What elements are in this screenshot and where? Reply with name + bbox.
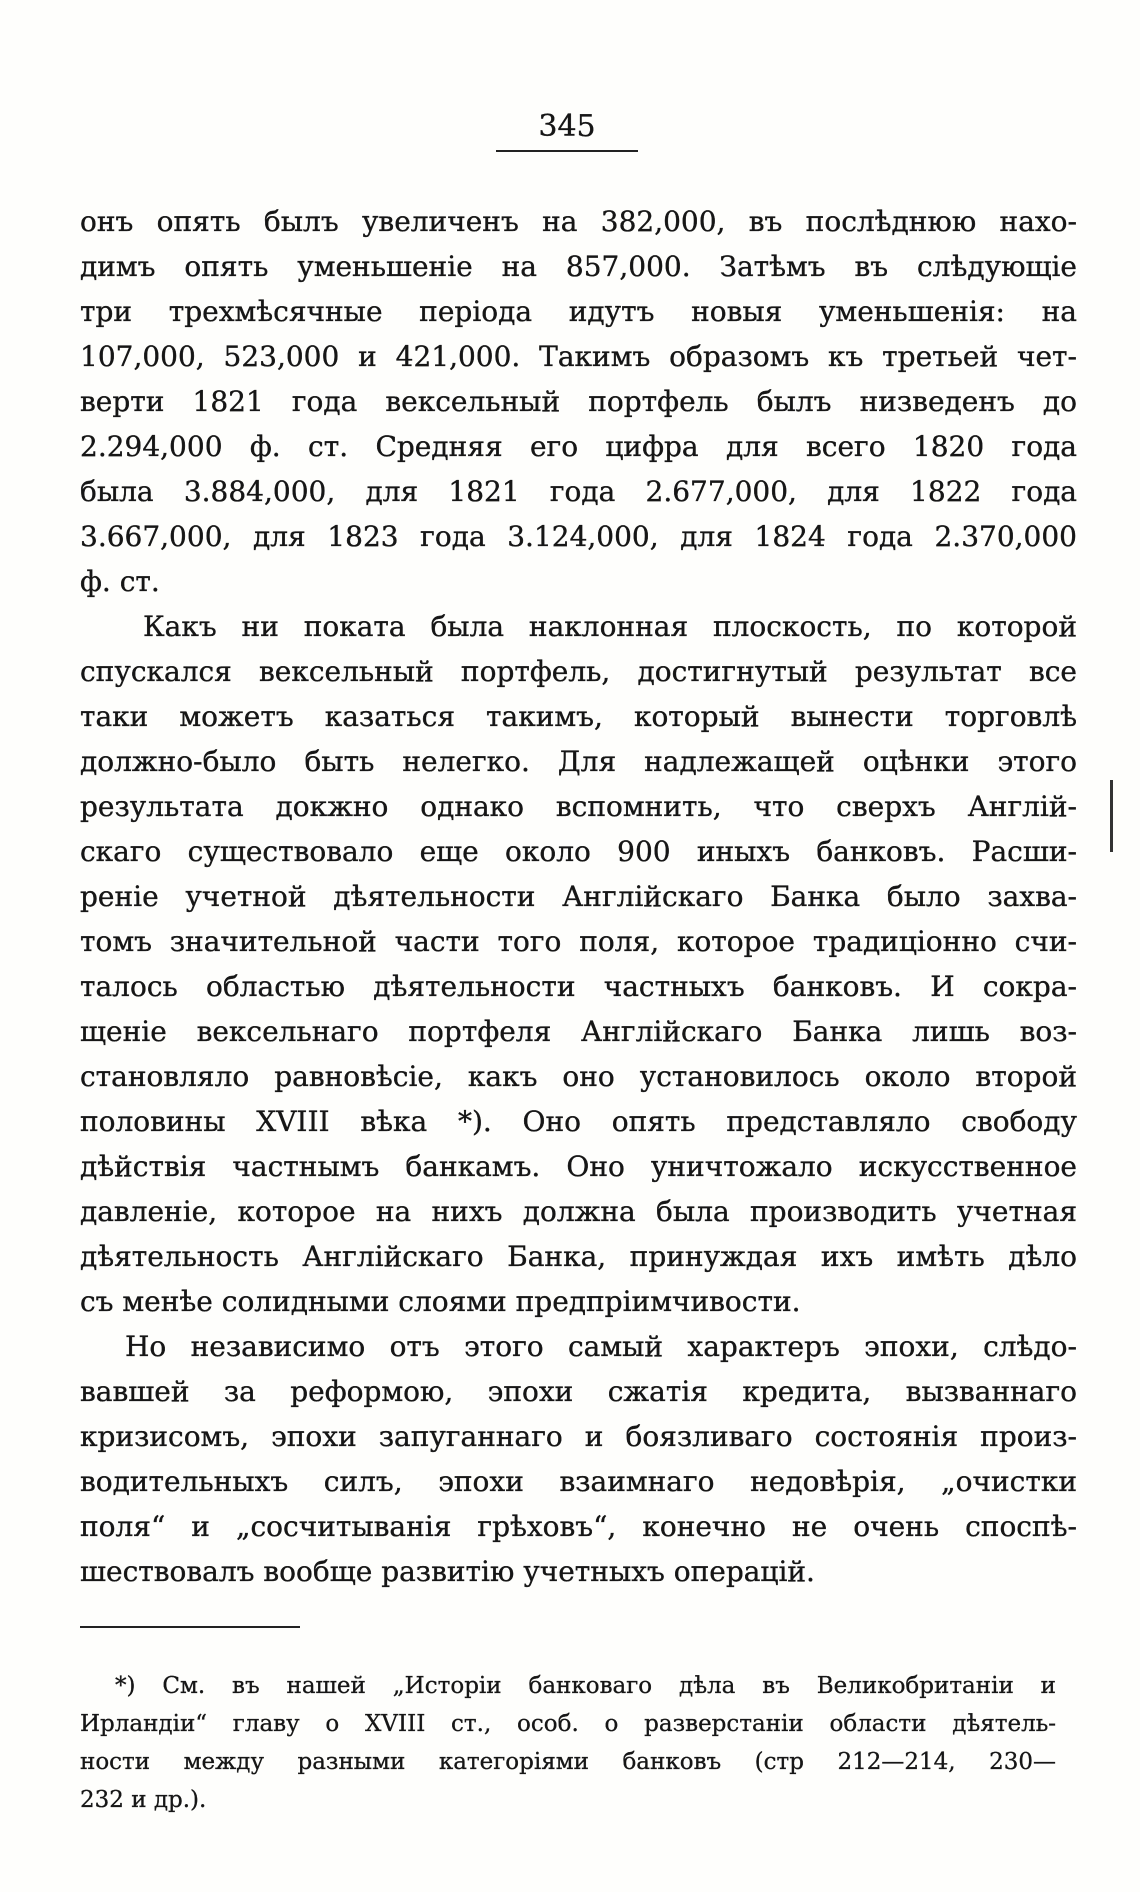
- footnote-separator: [80, 1626, 300, 1628]
- text-line: 107,000, 523,000 и 421,000. Такимъ образомъ къ третьей чет-: [80, 340, 1077, 373]
- text-line: 3.667,000, для 1823 года 3.124,000, для 1824 года 2.370,000: [80, 520, 1077, 553]
- text-line: Но независимо отъ этого самый характеръ эпохи, слѣдо-: [125, 1330, 1077, 1363]
- footnote-line: Ирландіи“ главу о XVIII ст., особ. о разверстаніи области дѣятель-: [80, 1711, 1056, 1737]
- text-line: вавшей за реформою, эпохи сжатія кредита, вызваннаго: [80, 1375, 1077, 1408]
- text-line: скаго существовало еще около 900 иныхъ банковъ. Расши-: [80, 835, 1077, 868]
- footnote-line: *) См. въ нашей „Исторіи банковаго дѣла въ Великобританіи и: [115, 1673, 1056, 1699]
- text-line: три трехмѣсячные періода идутъ новыя уменьшенія: на: [80, 295, 1077, 328]
- text-line: спускался вексельный портфель, достигнутый результат все: [80, 655, 1077, 688]
- margin-mark: [1110, 780, 1113, 852]
- text-line: становляло равновѣсіе, какъ оно установилось около второй: [80, 1060, 1077, 1093]
- footnote: [80, 1667, 1056, 1819]
- text-line: водительныхъ силъ, эпохи взаимнаго недовѣрія, „очистки: [80, 1465, 1077, 1498]
- text-line: дѣйствія частнымъ банкамъ. Оно уничтожало искусственное: [80, 1150, 1077, 1183]
- text-line: была 3.884,000, для 1821 года 2.677,000, для 1822 года: [80, 475, 1077, 508]
- text-line: давленіе, которое на нихъ должна была производить учетная: [80, 1195, 1077, 1228]
- text-line: дѣятельность Англійскаго Банка, принуждая ихъ имѣть дѣло: [80, 1240, 1077, 1273]
- page-number-rule: [496, 150, 638, 152]
- text-line: поля“ и „сосчитыванія грѣховъ“, конечно не очень споспѣ-: [80, 1510, 1077, 1543]
- text-line: кризисомъ, эпохи запуганнаго и боязливаго состоянія произ-: [80, 1420, 1077, 1453]
- text-line: димъ опять уменьшеніе на 857,000. Затѣмъ въ слѣдующіе: [80, 250, 1077, 283]
- page-number: 345: [538, 109, 596, 144]
- text-line: реніе учетной дѣятельности Англійскаго Банка было захва-: [80, 880, 1077, 913]
- text-line: щеніе вексельнаго портфеля Англійскаго Банка лишь воз-: [80, 1015, 1077, 1048]
- text-line: 2.294,000 ф. ст. Средняя его цифра для всего 1820 года: [80, 430, 1077, 463]
- paragraph-1: [80, 199, 1077, 604]
- paragraph-2: [80, 604, 1077, 1324]
- text-line: талось областью дѣятельности частныхъ банковъ. И сокра-: [80, 970, 1077, 1003]
- text-line: половины XVIII вѣка *). Оно опять представляло свободу: [80, 1105, 1077, 1138]
- footnote-line: 232 и др.).: [80, 1787, 207, 1813]
- text-line: ф. ст.: [80, 565, 160, 598]
- text-line: таки можетъ казаться такимъ, который вынести торговлѣ: [80, 700, 1077, 733]
- text-line: результата докжно однако вспомнить, что сверхъ Англій-: [80, 790, 1077, 823]
- text-line: должно-было быть нелегко. Для надлежащей оцѣнки этого: [80, 745, 1077, 778]
- text-line: съ менѣе солидными слоями предпріимчивости.: [80, 1285, 801, 1318]
- text-line: онъ опять былъ увеличенъ на 382,000, въ послѣднюю нахо-: [80, 205, 1077, 238]
- text-line: Какъ ни поката была наклонная плоскость, по которой: [143, 610, 1077, 643]
- paragraph-3: [80, 1324, 1077, 1594]
- body-text: [80, 199, 1077, 1594]
- footnote-line: ности между разными категоріями банковъ (стр 212—214, 230—: [80, 1749, 1056, 1775]
- text-line: верти 1821 года вексельный портфель былъ низведенъ до: [80, 385, 1077, 418]
- text-line: шествовалъ вообще развитію учетныхъ операцій.: [80, 1555, 815, 1588]
- text-line: томъ значительной части того поля, которое традиціонно счи-: [80, 925, 1077, 958]
